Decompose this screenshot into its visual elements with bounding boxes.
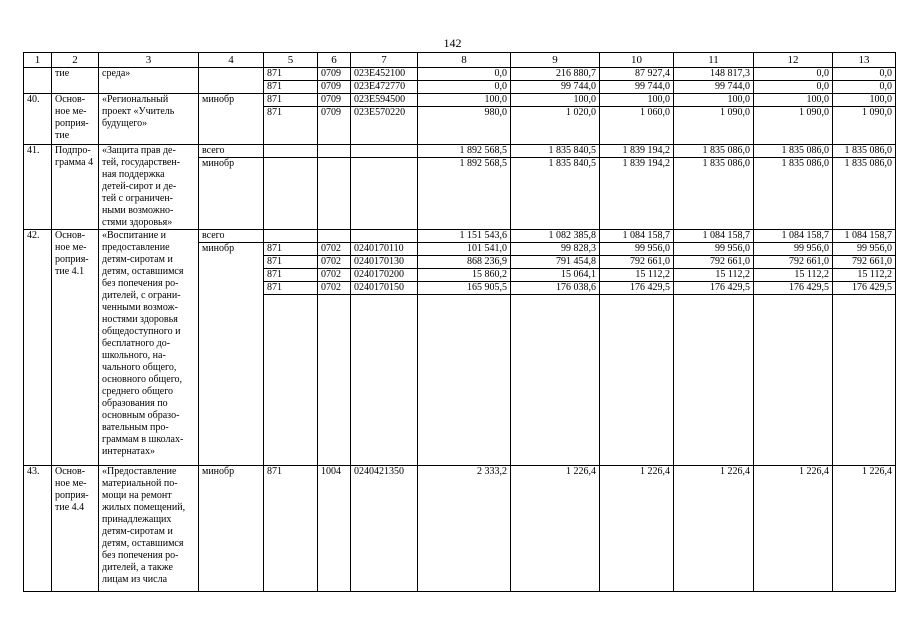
row-number: 40.	[24, 94, 52, 145]
value-cell: 99 744,0	[674, 81, 754, 94]
value-cell: 792 661,0	[674, 256, 754, 269]
header-row	[24, 53, 896, 68]
section-code: 0709	[318, 68, 351, 81]
target-code: 0240421350	[351, 466, 418, 592]
value-cell: 1 892 568,5	[418, 158, 511, 230]
value-cell	[674, 295, 754, 466]
value-cell: 792 661,0	[833, 256, 896, 269]
value-cell: 1 835 086,0	[674, 158, 754, 230]
value-cell: 1 839 194,2	[600, 145, 674, 158]
value-cell: 1 060,0	[600, 107, 674, 145]
value-cell: 0,0	[754, 68, 833, 81]
value-cell: 2 333,2	[418, 466, 511, 592]
value-cell: 1 090,0	[754, 107, 833, 145]
row-name: «Защита прав де- тей, государствен- ная поддержка детей-сирот и де- тей с ограничен- ными возможно- стями здоровья»	[99, 145, 199, 230]
section-code: 0709	[318, 81, 351, 94]
value-cell	[418, 295, 511, 466]
grbs-code: 871	[264, 94, 318, 107]
target-code: 023E570220	[351, 107, 418, 145]
target-code	[351, 145, 418, 158]
grbs-code: 871	[264, 269, 318, 282]
row-executor: минобр	[199, 158, 264, 230]
value-cell: 792 661,0	[754, 256, 833, 269]
value-cell: 1 084 158,7	[600, 230, 674, 243]
value-cell: 980,0	[418, 107, 511, 145]
value-cell: 868 236,9	[418, 256, 511, 269]
value-cell: 176 429,5	[833, 282, 896, 295]
grbs-code	[264, 145, 318, 158]
value-cell: 100,0	[754, 94, 833, 107]
row-executor: всего	[199, 145, 264, 158]
value-cell: 1 835 840,5	[511, 158, 600, 230]
header-cell: 11	[674, 53, 754, 68]
section-code: 1004	[318, 466, 351, 592]
value-cell: 791 454,8	[511, 256, 600, 269]
value-cell	[600, 295, 674, 466]
row-executor: минобр	[199, 466, 264, 592]
value-cell: 99 956,0	[754, 243, 833, 256]
target-code: 023E472770	[351, 81, 418, 94]
target-code	[351, 295, 418, 466]
target-code: 0240170110	[351, 243, 418, 256]
header-cell: 10	[600, 53, 674, 68]
value-cell: 1 835 086,0	[833, 158, 896, 230]
grbs-code: 871	[264, 243, 318, 256]
grbs-code	[264, 295, 318, 466]
budget-table	[23, 52, 896, 592]
value-cell	[511, 295, 600, 466]
value-cell: 0,0	[418, 81, 511, 94]
row-type: Подпро- грамма 4	[52, 145, 99, 230]
value-cell	[833, 295, 896, 466]
value-cell: 1 084 158,7	[833, 230, 896, 243]
grbs-code	[264, 158, 318, 230]
header-cell: 4	[199, 53, 264, 68]
value-cell: 1 226,4	[833, 466, 896, 592]
value-cell: 0,0	[833, 68, 896, 81]
value-cell: 0,0	[418, 68, 511, 81]
target-code: 023E594500	[351, 94, 418, 107]
section-code	[318, 158, 351, 230]
value-cell: 0,0	[754, 81, 833, 94]
value-cell: 101 541,0	[418, 243, 511, 256]
value-cell: 1 835 840,5	[511, 145, 600, 158]
row-type: Основ- ное ме- роприя- тие 4.4	[52, 466, 99, 592]
row-executor: всего	[199, 230, 264, 243]
value-cell: 1 226,4	[754, 466, 833, 592]
value-cell: 1 835 086,0	[754, 158, 833, 230]
table-row	[24, 230, 896, 243]
value-cell: 100,0	[511, 94, 600, 107]
value-cell: 100,0	[833, 94, 896, 107]
value-cell: 1 226,4	[674, 466, 754, 592]
section-code: 0702	[318, 269, 351, 282]
value-cell: 87 927,4	[600, 68, 674, 81]
section-code: 0702	[318, 243, 351, 256]
value-cell: 15 860,2	[418, 269, 511, 282]
value-cell: 100,0	[674, 94, 754, 107]
section-code: 0709	[318, 94, 351, 107]
section-code: 0702	[318, 282, 351, 295]
row-number: 42.	[24, 230, 52, 466]
header-cell: 12	[754, 53, 833, 68]
value-cell: 100,0	[418, 94, 511, 107]
value-cell: 1 084 158,7	[674, 230, 754, 243]
value-cell: 99 956,0	[600, 243, 674, 256]
table-row	[24, 94, 896, 107]
section-code	[318, 295, 351, 466]
value-cell: 1 084 158,7	[754, 230, 833, 243]
row-type: Основ- ное ме- роприя- тие	[52, 94, 99, 145]
row-type: Основ- ное ме- роприя- тие 4.1	[52, 230, 99, 466]
row-type: тие	[52, 68, 99, 94]
grbs-code: 871	[264, 282, 318, 295]
value-cell: 1 090,0	[674, 107, 754, 145]
grbs-code: 871	[264, 256, 318, 269]
target-code: 0240170150	[351, 282, 418, 295]
value-cell: 15 112,2	[600, 269, 674, 282]
page-number: 142	[443, 36, 462, 50]
value-cell: 216 880,7	[511, 68, 600, 81]
row-executor: минобр	[199, 243, 264, 466]
target-code: 0240170130	[351, 256, 418, 269]
section-code: 0702	[318, 256, 351, 269]
value-cell: 1 226,4	[600, 466, 674, 592]
section-code	[318, 230, 351, 243]
header-cell: 9	[511, 53, 600, 68]
grbs-code: 871	[264, 68, 318, 81]
target-code	[351, 230, 418, 243]
header-cell: 2	[52, 53, 99, 68]
value-cell: 1 082 385,8	[511, 230, 600, 243]
value-cell: 15 112,2	[674, 269, 754, 282]
value-cell: 792 661,0	[600, 256, 674, 269]
header-cell: 6	[318, 53, 351, 68]
header-cell: 13	[833, 53, 896, 68]
value-cell: 15 064,1	[511, 269, 600, 282]
value-cell: 99 828,3	[511, 243, 600, 256]
value-cell: 1 892 568,5	[418, 145, 511, 158]
grbs-code: 871	[264, 107, 318, 145]
target-code	[351, 158, 418, 230]
value-cell: 148 817,3	[674, 68, 754, 81]
row-number	[24, 68, 52, 94]
row-name: среда»	[99, 68, 199, 94]
table-row	[24, 145, 896, 158]
value-cell: 1 090,0	[833, 107, 896, 145]
value-cell: 1 835 086,0	[754, 145, 833, 158]
value-cell: 99 744,0	[600, 81, 674, 94]
value-cell: 1 226,4	[511, 466, 600, 592]
row-executor	[199, 68, 264, 94]
header-cell: 3	[99, 53, 199, 68]
value-cell: 1 151 543,6	[418, 230, 511, 243]
header-cell: 7	[351, 53, 418, 68]
grbs-code	[264, 230, 318, 243]
value-cell: 99 956,0	[833, 243, 896, 256]
row-executor: минобр	[199, 94, 264, 145]
grbs-code: 871	[264, 81, 318, 94]
target-code: 0240170200	[351, 269, 418, 282]
header-cell: 5	[264, 53, 318, 68]
value-cell: 176 038,6	[511, 282, 600, 295]
row-number: 43.	[24, 466, 52, 592]
section-code	[318, 145, 351, 158]
value-cell: 1 835 086,0	[833, 145, 896, 158]
row-number: 41.	[24, 145, 52, 230]
grbs-code: 871	[264, 466, 318, 592]
value-cell: 176 429,5	[754, 282, 833, 295]
value-cell: 165 905,5	[418, 282, 511, 295]
value-cell: 1 835 086,0	[674, 145, 754, 158]
table-row	[24, 466, 896, 592]
value-cell: 1 020,0	[511, 107, 600, 145]
header-cell: 8	[418, 53, 511, 68]
value-cell	[754, 295, 833, 466]
value-cell: 15 112,2	[833, 269, 896, 282]
target-code: 023E452100	[351, 68, 418, 81]
value-cell: 100,0	[600, 94, 674, 107]
value-cell: 176 429,5	[600, 282, 674, 295]
row-name: «Воспитание и предоставление детям-сиротам и детям, оставшимся без попечения ро- дителей, с ограни- ченными возмож- ностями здоровья общедоступного и бесплатного до- школьного, на- чального общего, основного общего, среднего общего образования по основным образо- вательным про- граммам в школах- интернатах»	[99, 230, 199, 466]
value-cell: 0,0	[833, 81, 896, 94]
section-code: 0709	[318, 107, 351, 145]
row-name: «Региональный проект «Учитель будущего»	[99, 94, 199, 145]
value-cell: 15 112,2	[754, 269, 833, 282]
row-name: «Предоставление материальной по- мощи на ремонт жилых помещений, принадлежащих детям-сиротам и детям, оставшимся без попечения ро- дителей, а также лицам из числа	[99, 466, 199, 592]
value-cell: 1 839 194,2	[600, 158, 674, 230]
header-cell: 1	[24, 53, 52, 68]
value-cell: 176 429,5	[674, 282, 754, 295]
table-row	[24, 68, 896, 81]
value-cell: 99 956,0	[674, 243, 754, 256]
value-cell: 99 744,0	[511, 81, 600, 94]
